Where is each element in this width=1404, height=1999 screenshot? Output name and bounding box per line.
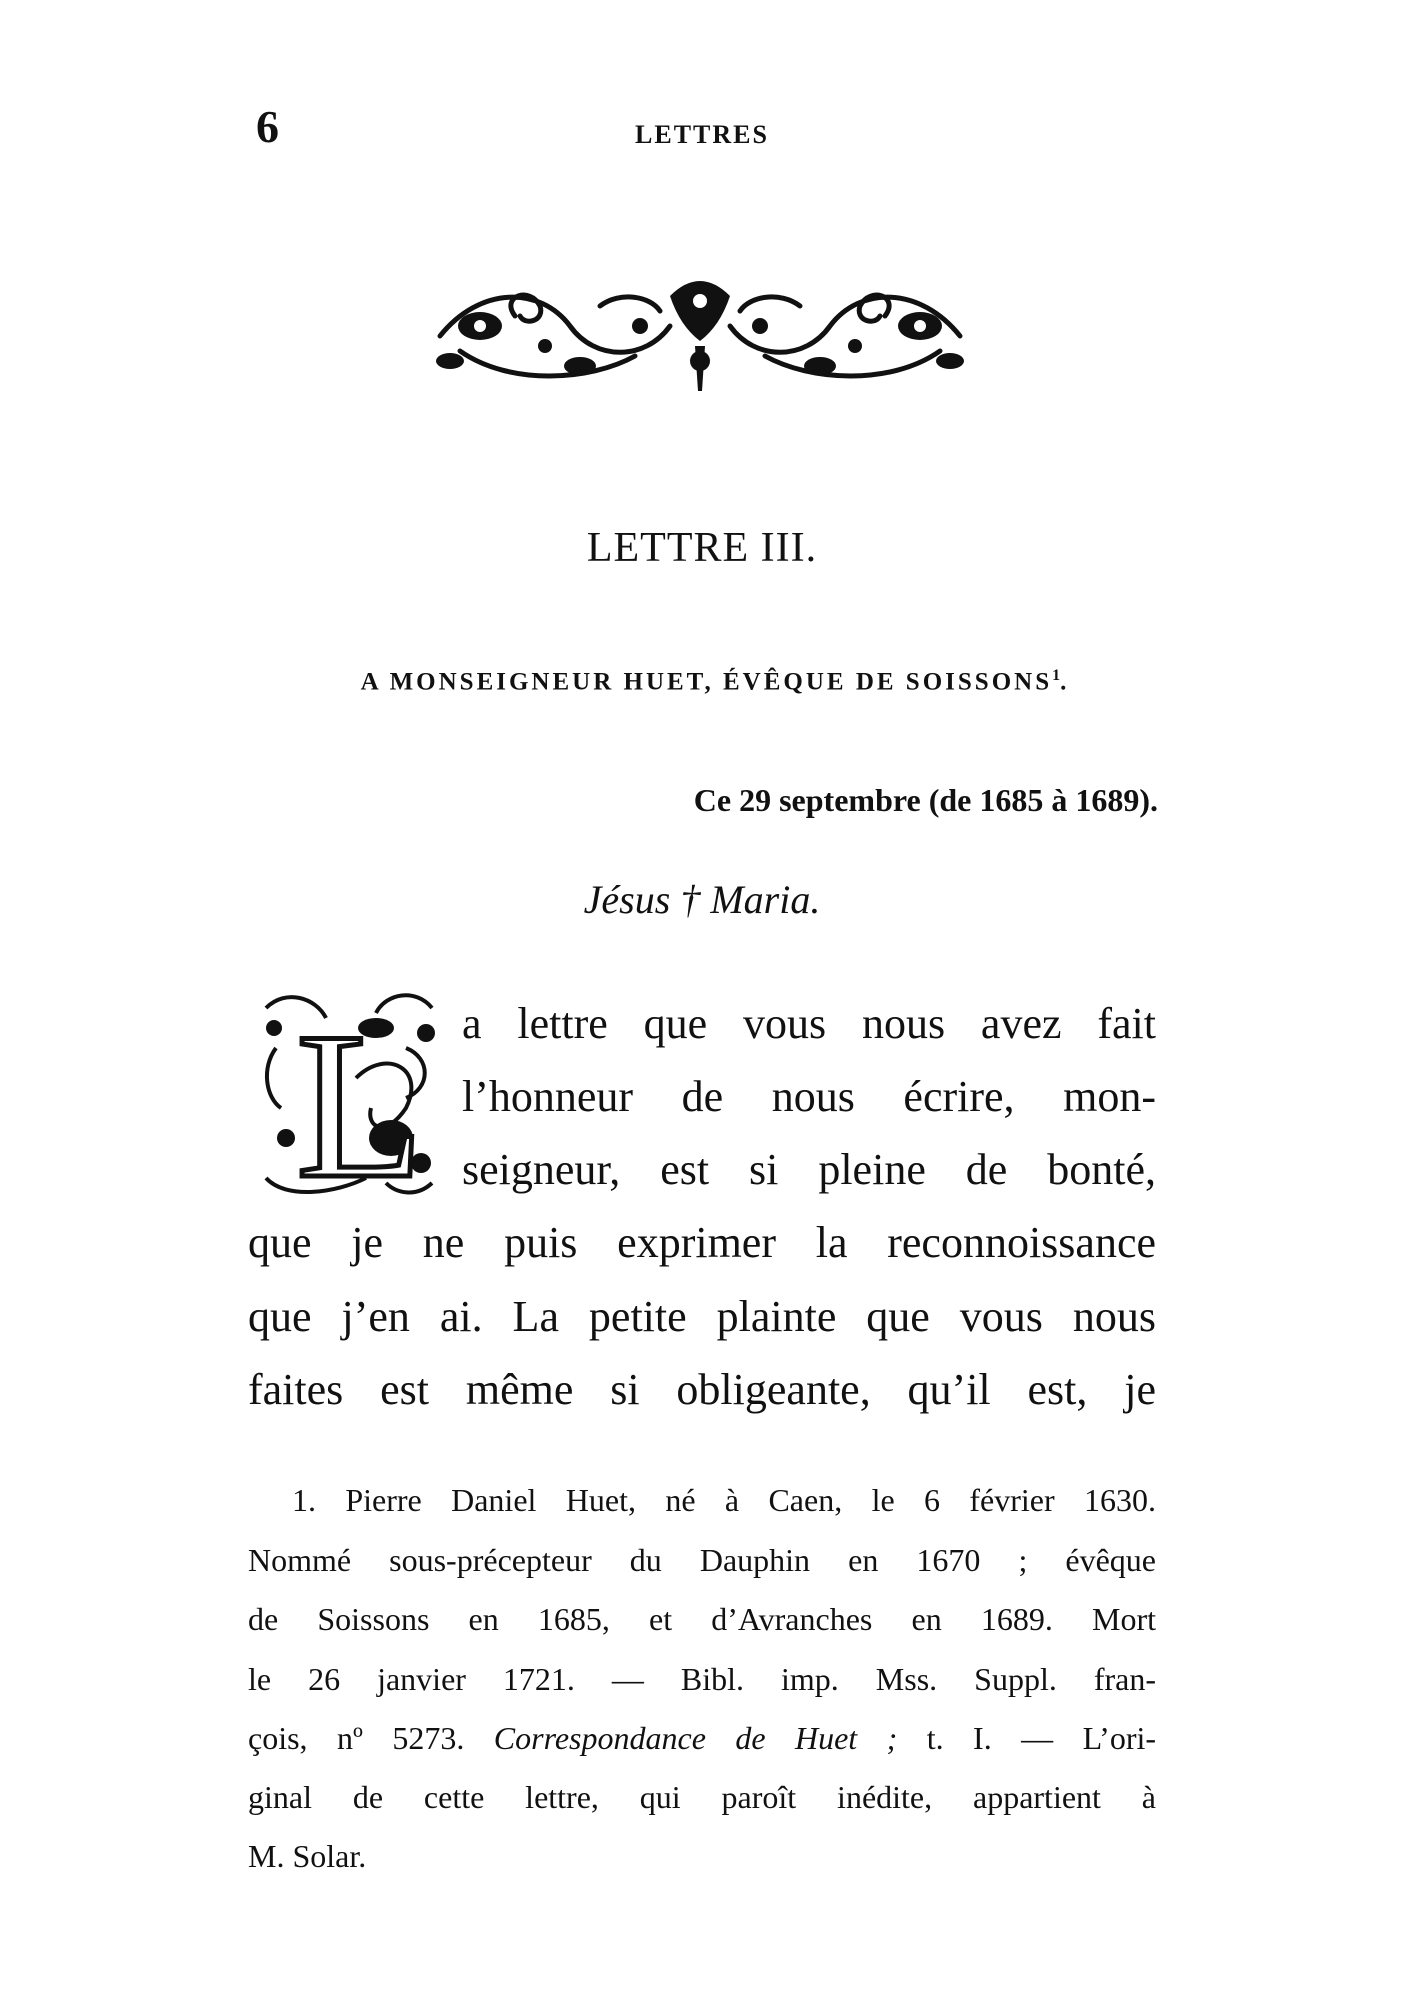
footnote-line: 1. Pierre Daniel Huet, né à Caen, le 6 février 1630.: [292, 1482, 1156, 1518]
body-line: a lettre que vous nous avez fait: [462, 999, 1156, 1048]
drop-cap-glyph: L: [296, 990, 425, 1200]
running-head: LETTRES: [635, 120, 769, 149]
letter-title: LETTRE III.: [586, 525, 818, 571]
body-line: faites est même si obligeante, qu’il est, je: [248, 1365, 1156, 1414]
addressee-text: A MONSEIGNEUR HUET, ÉVÊQUE DE SOISSONS: [360, 668, 1053, 696]
footnote-text: çois, nº 5273.: [248, 1720, 465, 1756]
floral-vignette-icon: [420, 266, 980, 396]
footnote-title-italic: Correspondance de Huet ;: [493, 1720, 898, 1756]
invocation: Jésus † Maria.: [583, 877, 821, 922]
footnote-reference: 1: [1052, 667, 1061, 684]
drop-cap-letter: [256, 988, 442, 1200]
letter-date: Ce 29 septembre (de 1685 à 1689).: [693, 782, 1158, 818]
addressee-period: .: [1060, 668, 1070, 696]
body-line: que j’en ai. La petite plainte que vous nous: [248, 1292, 1156, 1341]
body-line: seigneur, est si pleine de bonté,: [462, 1145, 1156, 1194]
body-line: l’honneur de nous écrire, mon-: [462, 1072, 1156, 1121]
footnote-line: le 26 janvier 1721. — Bibl. imp. Mss. Suppl. fran-: [248, 1661, 1156, 1697]
addressee-line: [300, 668, 1130, 694]
footnote-line: ginal de cette lettre, qui paroît inédite, appartient à: [248, 1779, 1156, 1815]
page-number: 6: [256, 101, 279, 152]
footnote-line: M. Solar.: [248, 1838, 367, 1874]
footnote-line: Nommé sous-précepteur du Dauphin en 1670 ; évêque: [248, 1542, 1156, 1578]
footnote-line: [248, 1722, 1156, 1754]
footnote-text: t. I. — L’ori-: [926, 1720, 1157, 1756]
footnote-line: de Soissons en 1685, et d’Avranches en 1689. Mort: [248, 1601, 1156, 1637]
body-line: que je ne puis exprimer la reconnoissance: [248, 1218, 1156, 1267]
